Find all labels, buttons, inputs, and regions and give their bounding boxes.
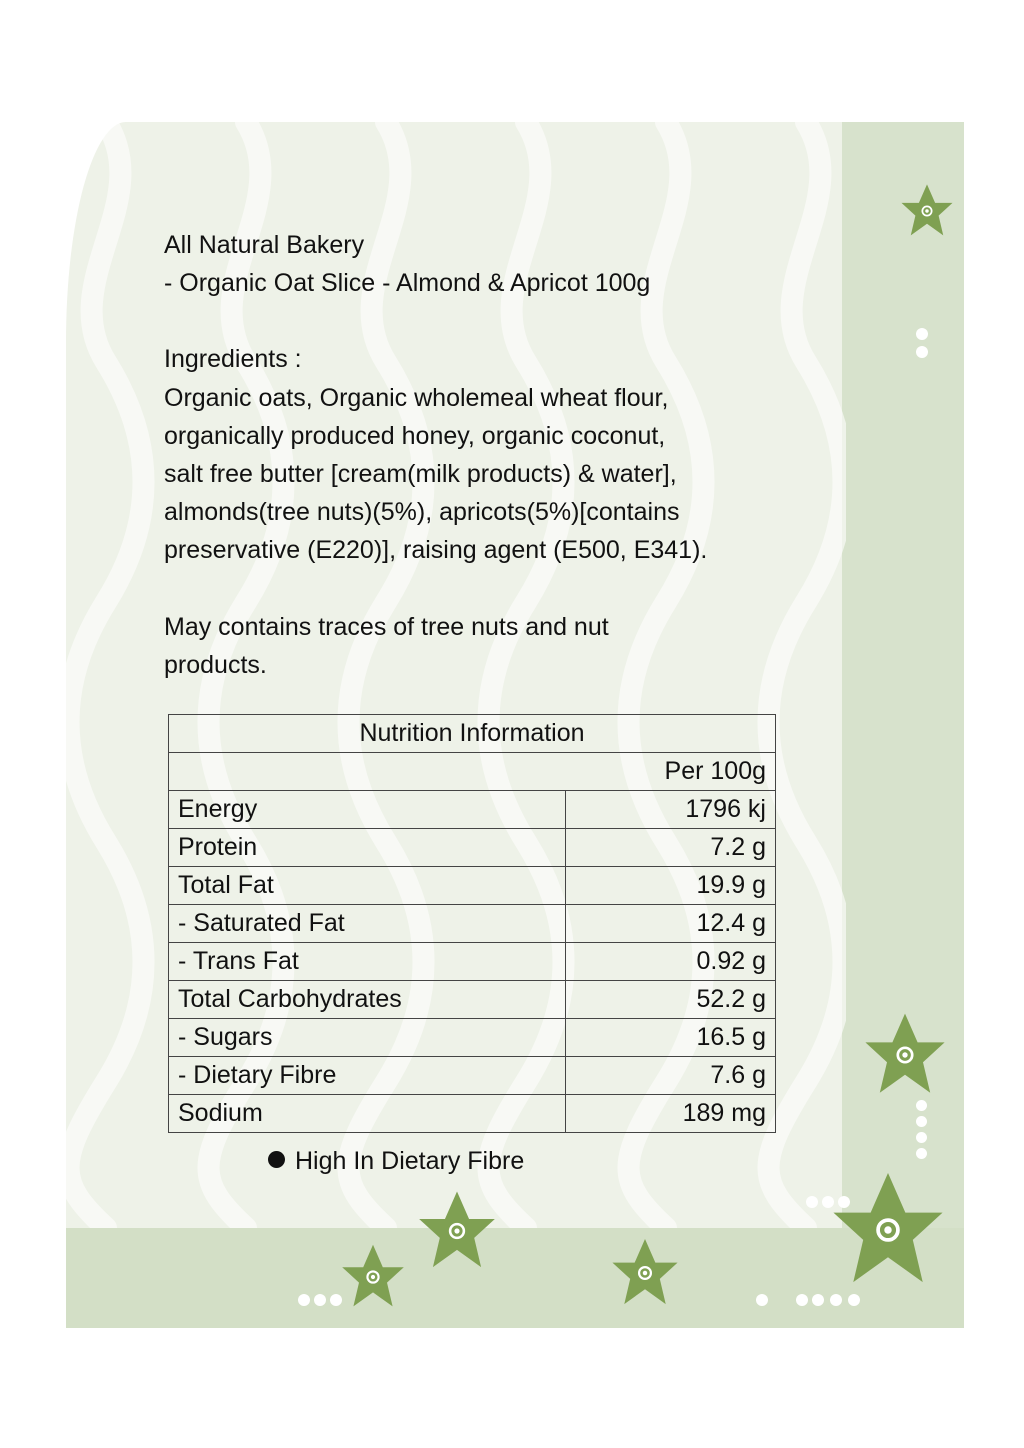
green-star-flower-icon: [338, 1242, 408, 1312]
nutrient-label: Sodium: [169, 1095, 566, 1133]
brand-name: All Natural Bakery: [164, 231, 365, 259]
table-row: [169, 1095, 776, 1133]
nutrition-table: [168, 714, 776, 1133]
dot-decoration: [916, 1100, 927, 1111]
green-star-flower-icon: [860, 1010, 950, 1100]
nutrient-label: - Saturated Fat: [169, 905, 566, 943]
dot-decoration: [848, 1294, 860, 1306]
green-star-flower-icon: [898, 182, 956, 240]
product-name: - Organic Oat Slice - Almond & Apricot 100g: [164, 269, 651, 298]
dot-decoration: [916, 1148, 927, 1159]
table-row: [169, 829, 776, 867]
side-stripe: [842, 122, 964, 1328]
ingredients-line: organically produced honey, organic coconut,: [164, 421, 666, 450]
dot-decoration: [812, 1294, 824, 1306]
table-row: [169, 943, 776, 981]
nutrient-value: 16.5 g: [566, 1019, 776, 1057]
nutrient-value: 19.9 g: [566, 867, 776, 905]
ingredients-line: salt free butter [cream(milk products) & water],: [164, 460, 677, 489]
ingredients-line: almonds(tree nuts)(5%), apricots(5%)[contains: [164, 498, 680, 527]
fibre-claim-text: High In Dietary Fibre: [295, 1147, 525, 1175]
nutrient-value: 7.6 g: [566, 1057, 776, 1095]
ingredients-heading: Ingredients :: [164, 345, 302, 374]
dot-decoration: [298, 1294, 310, 1306]
nutrient-value: 0.92 g: [566, 943, 776, 981]
dot-decoration: [916, 328, 928, 340]
nutrient-value: 189 mg: [566, 1095, 776, 1133]
bullet-icon: [268, 1151, 285, 1168]
table-row: [169, 867, 776, 905]
dot-decoration: [806, 1196, 818, 1208]
nutrient-label: Total Carbohydrates: [169, 981, 566, 1019]
dot-decoration: [830, 1294, 842, 1306]
ingredients-line: preservative (E220)], raising agent (E500, E341).: [164, 536, 708, 565]
nutrition-title: Nutrition Information: [169, 715, 776, 753]
nutrient-value: 12.4 g: [566, 905, 776, 943]
table-row: [169, 981, 776, 1019]
green-star-flower-icon: [414, 1188, 500, 1274]
table-row: [169, 1019, 776, 1057]
nutrient-label: - Dietary Fibre: [169, 1057, 566, 1095]
per-100g-header: Per 100g: [169, 753, 776, 791]
table-row: [169, 905, 776, 943]
green-star-flower-icon: [826, 1168, 950, 1292]
allergy-line: products.: [164, 650, 267, 679]
text-content: [164, 226, 804, 684]
ingredients-line: Organic oats, Organic wholemeal wheat flour,: [164, 383, 669, 412]
nutrient-value: 52.2 g: [566, 981, 776, 1019]
nutrient-value: 7.2 g: [566, 829, 776, 867]
dot-decoration: [314, 1294, 326, 1306]
nutrient-label: Energy: [169, 791, 566, 829]
green-star-flower-icon: [608, 1236, 682, 1310]
nutrient-value: 1796 kj: [566, 791, 776, 829]
dot-decoration: [916, 1116, 927, 1127]
nutrient-label: Protein: [169, 829, 566, 867]
nutrient-label: - Sugars: [169, 1019, 566, 1057]
table-row: [169, 791, 776, 829]
nutrient-label: Total Fat: [169, 867, 566, 905]
dot-decoration: [756, 1294, 768, 1306]
dot-decoration: [916, 1132, 927, 1143]
dot-decoration: [916, 346, 928, 358]
dot-decoration: [796, 1294, 808, 1306]
fibre-claim: [268, 1142, 524, 1180]
nutrient-label: - Trans Fat: [169, 943, 566, 981]
table-row: [169, 1057, 776, 1095]
allergy-line: May contains traces of tree nuts and nut: [164, 612, 609, 641]
